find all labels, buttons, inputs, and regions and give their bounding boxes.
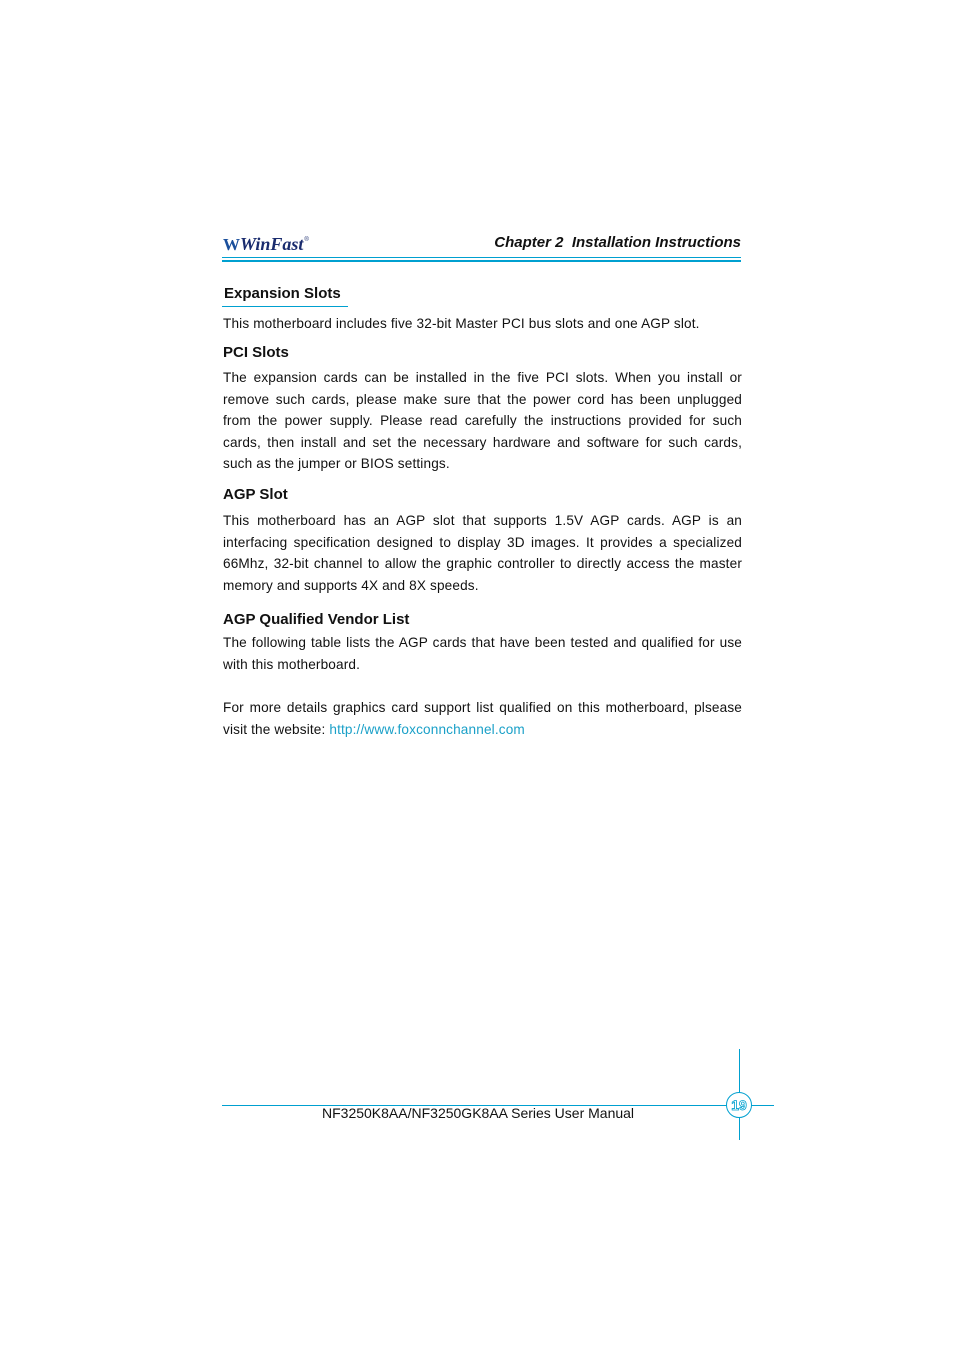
chapter-title: Chapter 2 Installation Instructions [494,234,741,251]
heading-underline [222,306,348,307]
page-number: 19 [731,1097,747,1113]
expansion-slots-text: This motherboard includes five 32-bit Master PCI bus slots and one AGP slot. [223,316,700,331]
details-paragraph [223,697,742,740]
details-text: For more details graphics card support list qualified on this motherboard, plsease visit the website: [223,700,742,737]
pci-slots-heading: PCI Slots [223,344,289,361]
agp-vendor-list-heading: AGP Qualified Vendor List [223,611,410,628]
logo-mark: W [223,235,238,254]
agp-slot-text: This motherboard has an AGP slot that supports 1.5V AGP cards. AGP is an interfacing specification designed to display 3D images. It provides a specialized 66Mhz, 32-bit channel to allow the graphic controller to directly access the master memory and supports 4X and 8X speeds. [223,513,742,593]
header-divider-thick [222,260,741,262]
expansion-slots-heading: Expansion Slots [224,285,341,302]
pci-slots-text: The expansion cards can be installed in the five PCI slots. When you install or remove such cards, please make sure that the power cord has been unplugged from the power supply. Please read carefully the instructions provided for such cards, then install and set the necessary hardware and software for such cards, such as the jumper or BIOS settings. [223,370,742,472]
manual-title: NF3250K8AA/NF3250GK8AA Series User Manual [322,1105,635,1121]
winfast-logo [223,233,309,255]
website-link[interactable]: http://www.foxconnchannel.com [329,721,525,737]
agp-slot-heading: AGP Slot [223,486,288,503]
page-number-badge [726,1092,752,1118]
header-divider [222,257,741,258]
logo-registered-mark: ® [304,237,309,243]
agp-vendor-list-text: The following table lists the AGP cards that have been tested and qualified for use with this motherboard. [223,635,742,672]
logo-text: WinFast [240,234,304,254]
